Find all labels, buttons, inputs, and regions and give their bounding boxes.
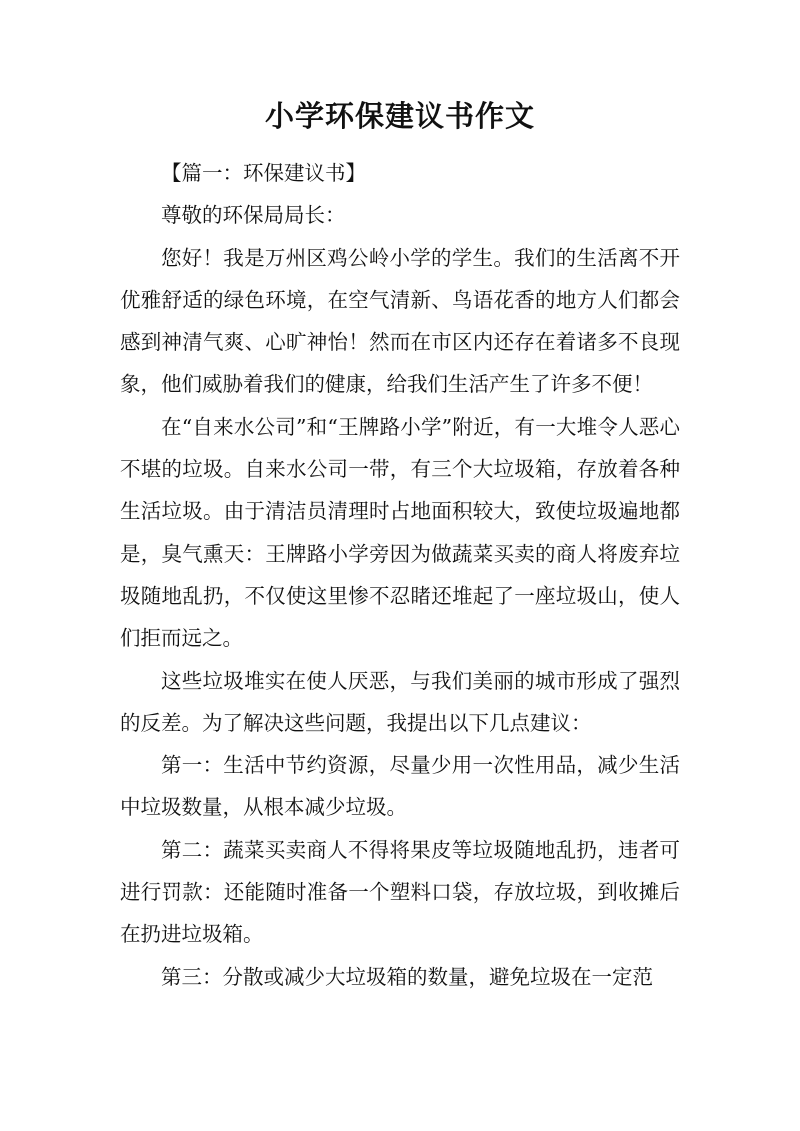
paragraph-greeting: 您好！我是万州区鸡公岭小学的学生。我们的生活离不开优雅舒适的绿色环境，在空气清新、鸟语花香的地方人们都会感到神清气爽、心旷神怡！然而在市区内还存在着诸多不良现象，他们威胁着我们的健康，给我们生活产生了许多不便！ (120, 245, 680, 397)
paragraph-contrast: 这些垃圾堆实在使人厌恶，与我们美丽的城市形成了强烈的反差。为了解决这些问题，我提出以下几点建议： (120, 668, 680, 735)
document-body (120, 152, 680, 998)
salutation: 尊敬的环保局局长： (161, 203, 346, 228)
paragraph-suggestion-1: 第一：生活中节约资源，尽量少用一次性用品，减少生活中垃圾数量，从根本减少垃圾。 (120, 753, 680, 820)
paragraph-suggestion-3: 第三：分散或减少大垃圾箱的数量，避免垃圾在一定范 (161, 964, 653, 989)
document-title: 小学环保建议书作文 (264, 99, 535, 133)
paragraph-suggestion-2: 第二：蔬菜买卖商人不得将果皮等垃圾随地乱扔，违者可进行罚款：还能随时准备一个塑料口袋，存放垃圾，到收摊后在扔进垃圾箱。 (120, 837, 680, 947)
paragraph-problem: 在“自来水公司”和“王牌路小学”附近，有一大堆令人恶心不堪的垃圾。自来水公司一带，有三个大垃圾箱，存放着各种生活垃圾。由于清洁员清理时占地面积较大，致使垃圾遍地都是，臭气熏天：王牌路小学旁因为做蔬菜买卖的商人将废弃垃圾随地乱扔，不仅使这里惨不忍睹还堆起了一座垃圾山，使人们拒而远之。 (120, 414, 680, 651)
section-heading: 【篇一：环保建议书】 (161, 161, 366, 185)
